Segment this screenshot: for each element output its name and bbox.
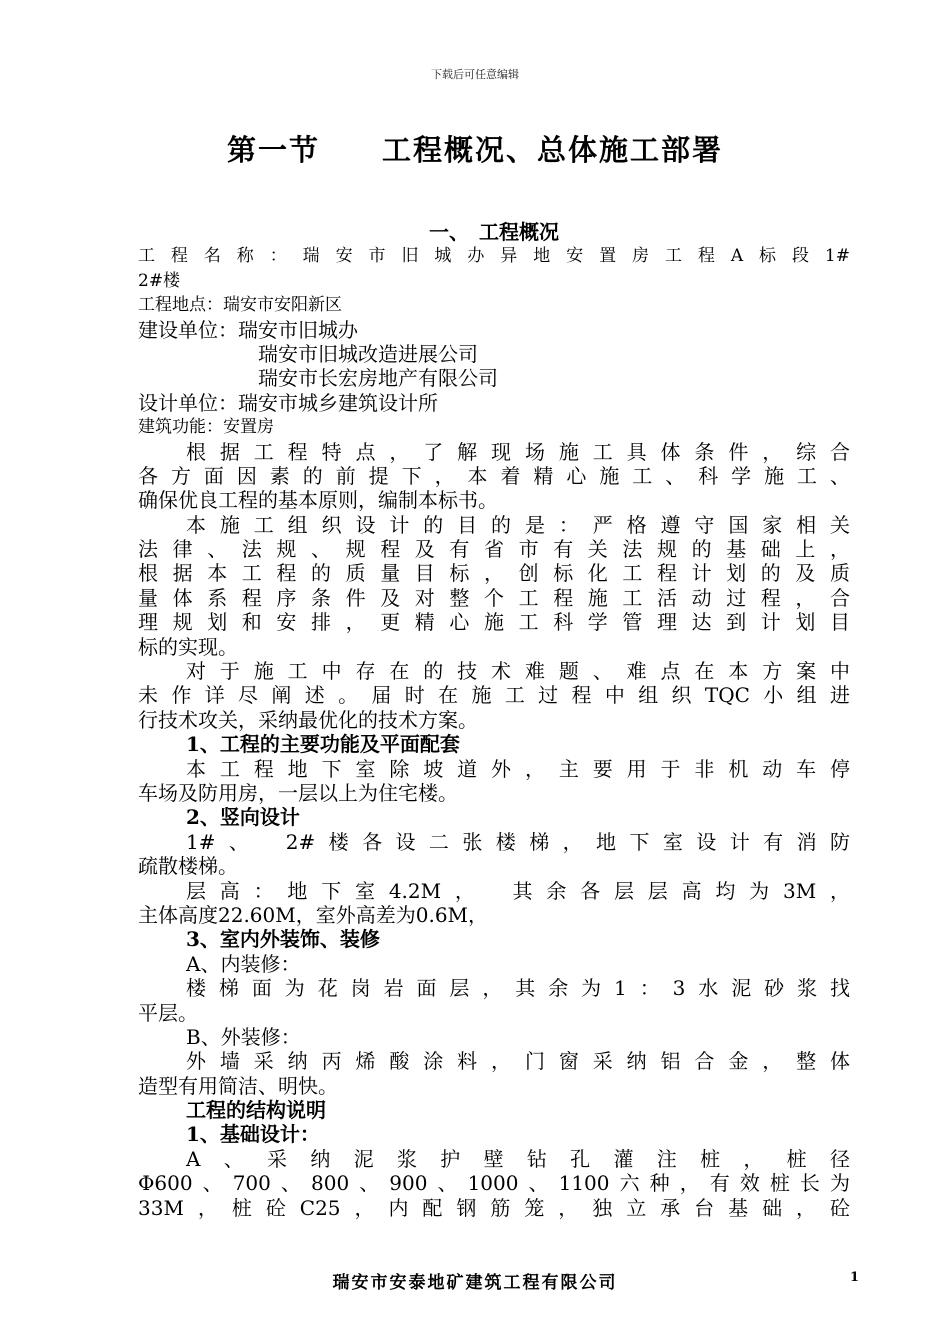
text-line: 1、工程的主要功能及平面配套 — [186, 732, 460, 757]
page-title: 第一节 工程概况、总体施工部署 — [226, 133, 723, 167]
text-line: 量体系程序条件及对整个工程施工活动过程，合 — [138, 585, 850, 610]
text-line: 平层。 — [138, 1000, 198, 1025]
text-line: 建筑功能：安置房 — [138, 417, 274, 438]
text-line: 造型有用简洁、明快。 — [138, 1073, 338, 1098]
text-line: 建设单位：瑞安市旧城办 — [138, 317, 358, 342]
text-line: 1、基础设计： — [186, 1122, 320, 1147]
text-line: 理规划和安排，更精心施工科学管理达到计划目 — [138, 610, 850, 635]
text-line: A、采纳泥浆护壁钻孔灌注桩，桩径 — [186, 1146, 850, 1171]
text-line: 3、室内外装饰、装修 — [186, 927, 380, 952]
text-line: 法律、法规、规程及有省市有关法规的基础上， — [138, 537, 850, 562]
text-line: 设计单位：瑞安市城乡建筑设计所 — [138, 390, 438, 415]
text-line: 瑞安市旧城改造进展公司 — [258, 341, 478, 366]
text-line: Φ600、700、800、900、1000、1100六种，有效桩长为 — [138, 1171, 850, 1196]
text-line: 2#楼 — [138, 270, 181, 291]
text-line: 外墙采纳丙烯酸涂料，门窗采纳铝合金，整体 — [186, 1049, 850, 1074]
text-line: 一、 工程概况 — [429, 220, 559, 244]
text-line: 确保优良工程的基本原则，编制本标书。 — [138, 488, 498, 513]
text-line: 未作详尽阐述。届时在施工过程中组织TQC小组进 — [138, 683, 850, 708]
header-note: 下载后可任意编辑 — [431, 68, 519, 81]
text-line: 工程地点：瑞安市安阳新区 — [138, 295, 342, 316]
text-line: 工程的结构说明 — [186, 1098, 326, 1123]
page-number: 1 — [850, 1270, 860, 1285]
text-line: 根据工程特点，了解现场施工具体条件，综合 — [186, 439, 850, 464]
text-line: 各方面因素的前提下，本着精心施工、科学施工、 — [138, 463, 850, 488]
text-line: B、外装修： — [186, 1024, 301, 1049]
text-line: 行技术攻关，采纳最优化的技术方案。 — [138, 707, 478, 732]
text-line: 疏散楼梯。 — [138, 854, 238, 879]
text-line: 本施工组织设计的目的是：严格遵守国家相关 — [186, 512, 850, 537]
text-line: 层高：地下室4.2M， 其余各层层高均为3M， — [186, 878, 850, 903]
body-text — [138, 220, 850, 1220]
footer-company: 瑞安市安泰地矿建筑工程有限公司 — [332, 1273, 618, 1293]
text-line: 根据本工程的质量目标，创标化工程计划的及质 — [138, 561, 850, 586]
text-line: 瑞安市长宏房地产有限公司 — [258, 366, 498, 391]
text-line: 33M，桩砼C25，内配钢筋笼，独立承台基础，砼 — [138, 1195, 850, 1220]
text-line: 车场及防用房，一层以上为住宅楼。 — [138, 780, 458, 805]
text-line: 工程名称：瑞安市旧城办异地安置房工程A标段1# — [138, 246, 850, 267]
text-line: 标的实现。 — [138, 634, 238, 659]
text-line: 楼梯面为花岗岩面层，其余为1：3水泥砂浆找 — [186, 976, 850, 1001]
text-line: 本工程地下室除坡道外，主要用于非机动车停 — [186, 756, 850, 781]
text-line: A、内装修： — [186, 951, 301, 976]
text-line: 1#、 2#楼各设二张楼梯，地下室设计有消防 — [186, 829, 850, 854]
text-line: 2、竖向设计 — [186, 805, 300, 830]
text-line: 对于施工中存在的技术难题、难点在本方案中 — [186, 659, 850, 684]
text-line: 主体高度22.60M，室外高差为0.6M， — [138, 902, 489, 927]
